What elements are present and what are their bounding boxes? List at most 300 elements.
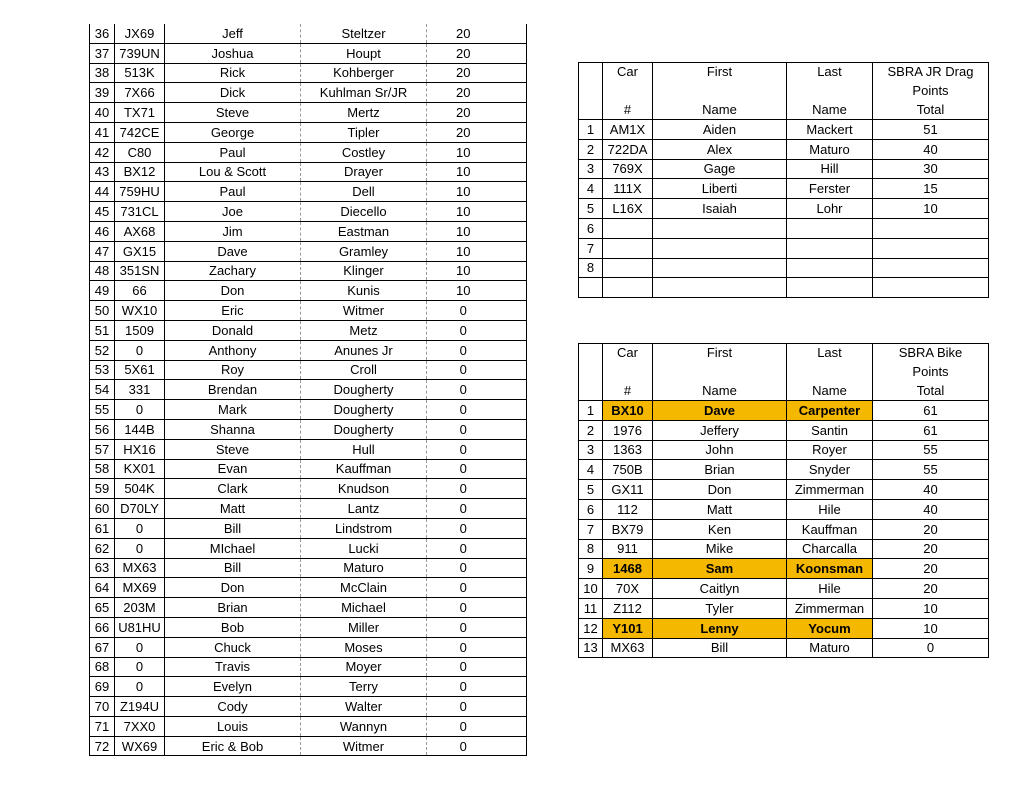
car-number: 5X61 <box>115 360 165 380</box>
row-number: 42 <box>90 142 115 162</box>
first-name: Zachary <box>165 261 301 281</box>
row-number: 60 <box>90 499 115 519</box>
first-name: John <box>653 440 787 460</box>
first-name: Brian <box>653 460 787 480</box>
table-row <box>90 538 527 558</box>
car-number: 331 <box>115 380 165 400</box>
rank: 13 <box>579 638 603 658</box>
points: 0 <box>427 578 500 598</box>
last-name: Klinger <box>301 261 427 281</box>
table-row <box>90 202 527 222</box>
first-name: Mark <box>165 400 301 420</box>
last-name: Maturo <box>301 558 427 578</box>
row-number: 69 <box>90 677 115 697</box>
points: 10 <box>427 182 500 202</box>
car-number: D70LY <box>115 499 165 519</box>
table-row <box>90 182 527 202</box>
spacer-cell <box>500 301 527 321</box>
table-row <box>90 103 527 123</box>
last-name: Terry <box>301 677 427 697</box>
first-name: Travis <box>165 657 301 677</box>
first-name: Dave <box>653 401 787 421</box>
car-number: 911 <box>603 539 653 559</box>
table-row <box>90 63 527 83</box>
car-number: JX69 <box>115 24 165 43</box>
spacer-cell <box>500 736 527 756</box>
car-number <box>603 218 653 238</box>
points: 0 <box>427 736 500 756</box>
row-number: 52 <box>90 340 115 360</box>
rank: 7 <box>579 519 603 539</box>
first-name: Matt <box>653 499 787 519</box>
first-name: Jeff <box>165 24 301 43</box>
points: 0 <box>427 459 500 479</box>
car-number: BX10 <box>603 401 653 421</box>
last-name <box>787 218 873 238</box>
table-row <box>90 459 527 479</box>
first-name: Alex <box>653 139 787 159</box>
first-name-header: First Name <box>653 63 787 120</box>
row-number: 63 <box>90 558 115 578</box>
first-name: Bill <box>165 518 301 538</box>
row-number: 37 <box>90 43 115 63</box>
table-row <box>579 139 989 159</box>
table-row <box>579 120 989 140</box>
spacer-cell <box>500 558 527 578</box>
points-total: 55 <box>873 440 989 460</box>
spacer-cell <box>500 103 527 123</box>
car-number: 111X <box>603 179 653 199</box>
last-name: Santin <box>787 420 873 440</box>
first-name: Rick <box>165 63 301 83</box>
row-number: 40 <box>90 103 115 123</box>
points: 10 <box>427 241 500 261</box>
points: 20 <box>427 43 500 63</box>
last-name: Miller <box>301 617 427 637</box>
table-row <box>90 736 527 756</box>
car-number: MX63 <box>115 558 165 578</box>
points: 0 <box>427 677 500 697</box>
first-name: Steve <box>165 439 301 459</box>
roster-table <box>89 24 527 756</box>
rank: 2 <box>579 139 603 159</box>
points-total <box>873 278 989 298</box>
last-name: Steltzer <box>301 24 427 43</box>
table-row <box>90 499 527 519</box>
rank-header <box>579 63 603 120</box>
car-number: C80 <box>115 142 165 162</box>
first-name: Brian <box>165 598 301 618</box>
last-name: Moyer <box>301 657 427 677</box>
rank: 1 <box>579 120 603 140</box>
first-name: Don <box>165 281 301 301</box>
last-name: Dougherty <box>301 400 427 420</box>
row-number: 45 <box>90 202 115 222</box>
table-header-row <box>579 63 989 120</box>
car-number: 769X <box>603 159 653 179</box>
car-number: 0 <box>115 538 165 558</box>
first-name: Donald <box>165 320 301 340</box>
last-name: Mackert <box>787 120 873 140</box>
spacer-cell <box>500 697 527 717</box>
spacer-cell <box>500 617 527 637</box>
car-number: U81HU <box>115 617 165 637</box>
rank: 11 <box>579 598 603 618</box>
car-number: Z194U <box>115 697 165 717</box>
row-number: 67 <box>90 637 115 657</box>
points-total: 40 <box>873 139 989 159</box>
spacer-cell <box>500 479 527 499</box>
table-row <box>579 559 989 579</box>
last-name: Zimmerman <box>787 480 873 500</box>
car-number: 1468 <box>603 559 653 579</box>
car-number: 351SN <box>115 261 165 281</box>
car-number: Y101 <box>603 618 653 638</box>
car-number: TX71 <box>115 103 165 123</box>
table-row <box>90 657 527 677</box>
spacer-cell <box>500 598 527 618</box>
row-number: 47 <box>90 241 115 261</box>
rank: 1 <box>579 401 603 421</box>
row-number: 61 <box>90 518 115 538</box>
row-number: 70 <box>90 697 115 717</box>
points-total: 55 <box>873 460 989 480</box>
table-row <box>90 716 527 736</box>
car-number: 750B <box>603 460 653 480</box>
first-name: Tyler <box>653 598 787 618</box>
spacer-cell <box>500 340 527 360</box>
last-name: Zimmerman <box>787 598 873 618</box>
jr-drag-standings-table <box>578 62 989 298</box>
car-number: BX79 <box>603 519 653 539</box>
points: 0 <box>427 439 500 459</box>
points: 0 <box>427 340 500 360</box>
points-total: 10 <box>873 618 989 638</box>
last-name: Yocum <box>787 618 873 638</box>
car-number: 1976 <box>603 420 653 440</box>
row-number: 71 <box>90 716 115 736</box>
table-row <box>579 598 989 618</box>
last-name: Walter <box>301 697 427 717</box>
table-row <box>90 301 527 321</box>
last-name: McClain <box>301 578 427 598</box>
car-number: 1509 <box>115 320 165 340</box>
last-name: Drayer <box>301 162 427 182</box>
first-name: Joshua <box>165 43 301 63</box>
table-row <box>90 142 527 162</box>
last-name: Costley <box>301 142 427 162</box>
row-number: 59 <box>90 479 115 499</box>
table-row <box>90 637 527 657</box>
points: 20 <box>427 122 500 142</box>
table-row <box>90 83 527 103</box>
table-row <box>579 618 989 638</box>
last-name: Lindstrom <box>301 518 427 538</box>
rank: 7 <box>579 238 603 258</box>
points: 20 <box>427 24 500 43</box>
first-name: Jeffery <box>653 420 787 440</box>
first-name: Paul <box>165 142 301 162</box>
last-name: Mertz <box>301 103 427 123</box>
last-name: Hull <box>301 439 427 459</box>
last-name: Michael <box>301 598 427 618</box>
first-name: Paul <box>165 182 301 202</box>
points: 0 <box>427 697 500 717</box>
rank: 4 <box>579 179 603 199</box>
first-name: Evelyn <box>165 677 301 697</box>
first-name: Bill <box>165 558 301 578</box>
table-row <box>579 499 989 519</box>
car-number: 742CE <box>115 122 165 142</box>
rank: 8 <box>579 258 603 278</box>
spacer-cell <box>500 241 527 261</box>
points: 10 <box>427 221 500 241</box>
car-number: 112 <box>603 499 653 519</box>
table-row <box>579 519 989 539</box>
points-total: 10 <box>873 598 989 618</box>
table-row <box>90 162 527 182</box>
rank: 3 <box>579 159 603 179</box>
spacer-cell <box>500 320 527 340</box>
car-number: 203M <box>115 598 165 618</box>
points: 0 <box>427 716 500 736</box>
spacer-cell <box>500 261 527 281</box>
row-number: 38 <box>90 63 115 83</box>
last-name <box>787 278 873 298</box>
car-number: 739UN <box>115 43 165 63</box>
first-name <box>653 258 787 278</box>
car-number: 66 <box>115 281 165 301</box>
table-row <box>90 697 527 717</box>
rank: 12 <box>579 618 603 638</box>
last-name: Wannyn <box>301 716 427 736</box>
last-name: Snyder <box>787 460 873 480</box>
points-total: 0 <box>873 638 989 658</box>
table-row <box>90 24 527 43</box>
points: 0 <box>427 657 500 677</box>
points-total: 61 <box>873 401 989 421</box>
row-number: 54 <box>90 380 115 400</box>
table-row <box>90 617 527 637</box>
table-row <box>90 419 527 439</box>
row-number: 49 <box>90 281 115 301</box>
row-number: 62 <box>90 538 115 558</box>
spacer-cell <box>500 538 527 558</box>
spacer-cell <box>500 122 527 142</box>
first-name: Eric & Bob <box>165 736 301 756</box>
table-row <box>579 218 989 238</box>
last-name: Houpt <box>301 43 427 63</box>
car-number: 0 <box>115 340 165 360</box>
last-name: Eastman <box>301 221 427 241</box>
table-row <box>579 179 989 199</box>
first-name: Dick <box>165 83 301 103</box>
spacer-cell <box>500 360 527 380</box>
first-name: Eric <box>165 301 301 321</box>
last-name-header: Last Name <box>787 344 873 401</box>
first-name: Louis <box>165 716 301 736</box>
table-row <box>90 439 527 459</box>
table-row <box>90 320 527 340</box>
row-number: 36 <box>90 24 115 43</box>
spacer-cell <box>500 63 527 83</box>
row-number: 39 <box>90 83 115 103</box>
car-number: WX69 <box>115 736 165 756</box>
spacer-cell <box>500 439 527 459</box>
last-name: Kuhlman Sr/JR <box>301 83 427 103</box>
row-number: 41 <box>90 122 115 142</box>
car-number: 7XX0 <box>115 716 165 736</box>
last-name: Tipler <box>301 122 427 142</box>
row-number: 58 <box>90 459 115 479</box>
points: 0 <box>427 301 500 321</box>
last-name: Hile <box>787 579 873 599</box>
points-total: 40 <box>873 499 989 519</box>
last-name: Diecello <box>301 202 427 222</box>
first-name: Ken <box>653 519 787 539</box>
spacer-cell <box>500 716 527 736</box>
spacer-cell <box>500 162 527 182</box>
table-row <box>579 199 989 219</box>
car-number: 1363 <box>603 440 653 460</box>
table-row <box>90 43 527 63</box>
table-row <box>90 400 527 420</box>
car-number: 513K <box>115 63 165 83</box>
last-name-header: Last Name <box>787 63 873 120</box>
last-name <box>787 258 873 278</box>
first-name: Shanna <box>165 419 301 439</box>
rank: 9 <box>579 559 603 579</box>
rank: 3 <box>579 440 603 460</box>
last-name: Kauffman <box>787 519 873 539</box>
table-row <box>579 401 989 421</box>
points-total: 20 <box>873 539 989 559</box>
points: 10 <box>427 281 500 301</box>
spacer-cell <box>500 142 527 162</box>
spacer-cell <box>500 281 527 301</box>
last-name: Maturo <box>787 638 873 658</box>
points: 0 <box>427 499 500 519</box>
car-number: 144B <box>115 419 165 439</box>
first-name: Lenny <box>653 618 787 638</box>
first-name: Bill <box>653 638 787 658</box>
table-row <box>579 278 989 298</box>
bike-standings-table <box>578 343 989 658</box>
first-name: Clark <box>165 479 301 499</box>
first-name <box>653 278 787 298</box>
spacer-cell <box>500 578 527 598</box>
spacer-cell <box>500 24 527 43</box>
table-row <box>579 420 989 440</box>
car-number: 504K <box>115 479 165 499</box>
table-row <box>579 638 989 658</box>
table-row <box>90 598 527 618</box>
table-row <box>90 241 527 261</box>
car-number: 0 <box>115 677 165 697</box>
first-name: Caitlyn <box>653 579 787 599</box>
points: 0 <box>427 360 500 380</box>
points-total: 10 <box>873 199 989 219</box>
car-number <box>603 258 653 278</box>
first-name <box>653 218 787 238</box>
points: 0 <box>427 598 500 618</box>
last-name: Charcalla <box>787 539 873 559</box>
spacer-cell <box>500 677 527 697</box>
points-total: 40 <box>873 480 989 500</box>
spacer-cell <box>500 499 527 519</box>
points-total: 20 <box>873 579 989 599</box>
points-total: 20 <box>873 559 989 579</box>
rank: 5 <box>579 199 603 219</box>
points-total: 61 <box>873 420 989 440</box>
table-row <box>90 221 527 241</box>
row-number: 72 <box>90 736 115 756</box>
row-number: 43 <box>90 162 115 182</box>
points: 0 <box>427 637 500 657</box>
car-number: 70X <box>603 579 653 599</box>
points-total: 30 <box>873 159 989 179</box>
table-row <box>90 677 527 697</box>
table-row <box>90 340 527 360</box>
points-header: SBRA JR Drag Points Total <box>873 63 989 120</box>
car-header: Car # <box>603 63 653 120</box>
first-name: Anthony <box>165 340 301 360</box>
car-number: KX01 <box>115 459 165 479</box>
table-row <box>90 558 527 578</box>
first-name: Sam <box>653 559 787 579</box>
last-name: Ferster <box>787 179 873 199</box>
first-name: George <box>165 122 301 142</box>
points: 0 <box>427 400 500 420</box>
table-row <box>579 579 989 599</box>
rank: 2 <box>579 420 603 440</box>
last-name: Hill <box>787 159 873 179</box>
first-name-header: First Name <box>653 344 787 401</box>
spacer-cell <box>500 657 527 677</box>
points-total: 15 <box>873 179 989 199</box>
car-header: Car # <box>603 344 653 401</box>
last-name: Gramley <box>301 241 427 261</box>
table-row <box>90 578 527 598</box>
first-name: Steve <box>165 103 301 123</box>
table-row <box>90 380 527 400</box>
points-total: 20 <box>873 519 989 539</box>
first-name: Jim <box>165 221 301 241</box>
last-name: Royer <box>787 440 873 460</box>
car-number: 731CL <box>115 202 165 222</box>
row-number: 65 <box>90 598 115 618</box>
first-name: Aiden <box>653 120 787 140</box>
table-row <box>90 518 527 538</box>
first-name: Roy <box>165 360 301 380</box>
rank: 5 <box>579 480 603 500</box>
rank-header <box>579 344 603 401</box>
spacer-cell <box>500 202 527 222</box>
table-row <box>579 539 989 559</box>
row-number: 53 <box>90 360 115 380</box>
rank: 8 <box>579 539 603 559</box>
spacer-cell <box>500 419 527 439</box>
first-name: Bob <box>165 617 301 637</box>
car-number: Z112 <box>603 598 653 618</box>
car-number: 0 <box>115 637 165 657</box>
last-name: Croll <box>301 360 427 380</box>
last-name: Lucki <box>301 538 427 558</box>
points: 20 <box>427 83 500 103</box>
points: 10 <box>427 202 500 222</box>
first-name: Dave <box>165 241 301 261</box>
points: 0 <box>427 538 500 558</box>
